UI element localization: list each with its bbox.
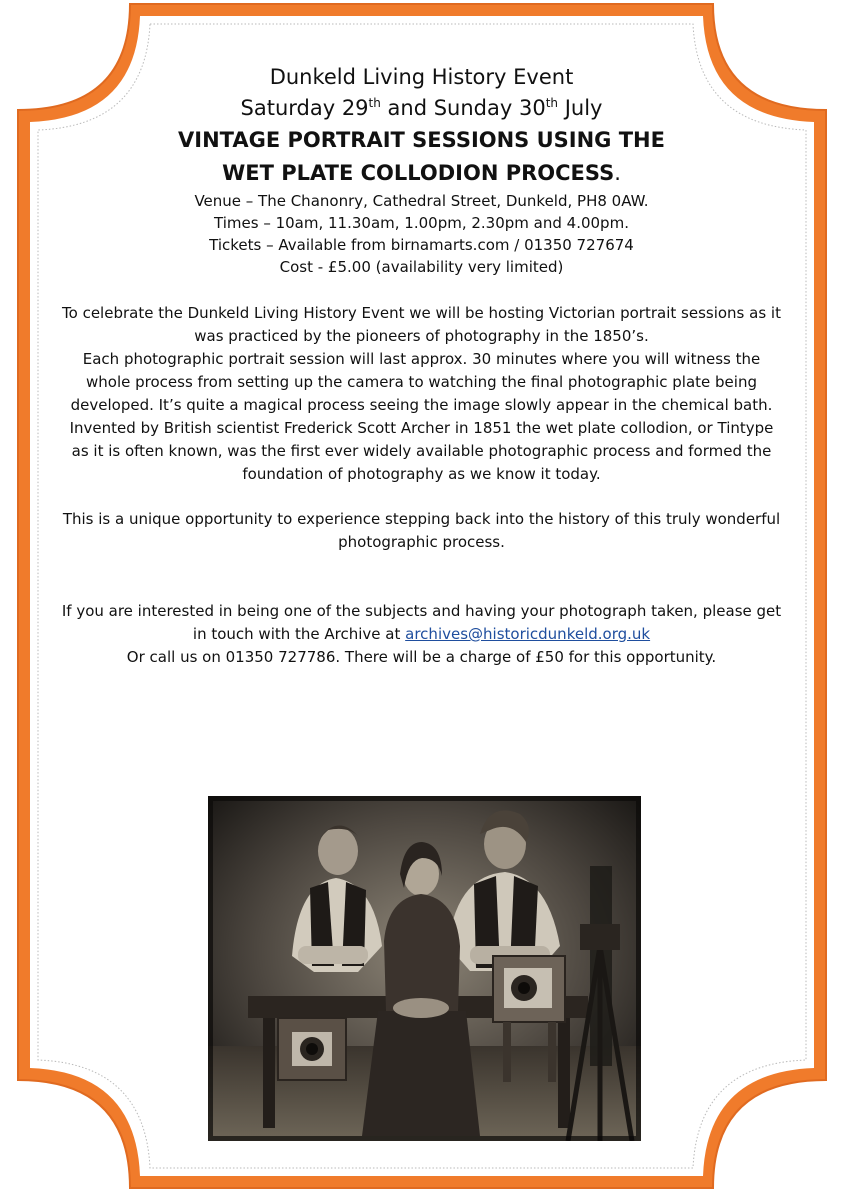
email-link[interactable]: archives@historicdunkeld.org.uk	[405, 625, 651, 643]
event-title: Dunkeld Living History Event	[269, 65, 574, 89]
session-heading-line1: VINTAGE PORTRAIT SESSIONS USING THE	[178, 128, 665, 152]
opportunity-paragraph: This is a unique opportunity to experience stepping back into the history of this truly wonderful photographic process.	[62, 510, 781, 551]
times-line: Times – 10am, 11.30am, 1.00pm, 2.30pm and 4.00pm.	[214, 214, 629, 232]
session-heading-line2: WET PLATE COLLODION PROCESS.	[222, 161, 621, 185]
cost-line: Cost - £5.00 (availability very limited)	[279, 258, 564, 276]
contact-paragraph: If you are interested in being one of the subjects and having your photograph taken, please get in touch with the Archive at archives@historicdunkeld.org.uk	[61, 602, 782, 643]
tickets-line: Tickets – Available from birnamarts.com / 01350 727674	[209, 236, 634, 254]
tintype-portrait-photo	[208, 796, 641, 1141]
event-dates: Saturday 29th and Sunday 30th July	[240, 96, 603, 120]
camera-left-icon	[278, 1018, 346, 1080]
intro-paragraph: To celebrate the Dunkeld Living History Event we will be hosting Victorian portrait sessions as it was practiced by the pioneers of photography in the 1850’s.	[62, 304, 781, 345]
poster-content	[60, 62, 783, 669]
history-paragraph: Invented by British scientist Frederick Scott Archer in 1851 the wet plate collodion, or Tintype as it is often known, was the first ever widely available photographic process and formed the foundation of photography as we know it today.	[69, 419, 774, 483]
venue-line: Venue – The Chanonry, Cathedral Street, Dunkeld, PH8 0AW.	[194, 192, 649, 210]
call-paragraph: Or call us on 01350 727786. There will be a charge of £50 for this opportunity.	[126, 648, 717, 666]
session-paragraph: Each photographic portrait session will last approx. 30 minutes where you will witness the whole process from setting up the camera to watching the final photographic plate being developed. It’s quite a magical process seeing the image slowly appear in the chemical bath.	[70, 350, 773, 414]
